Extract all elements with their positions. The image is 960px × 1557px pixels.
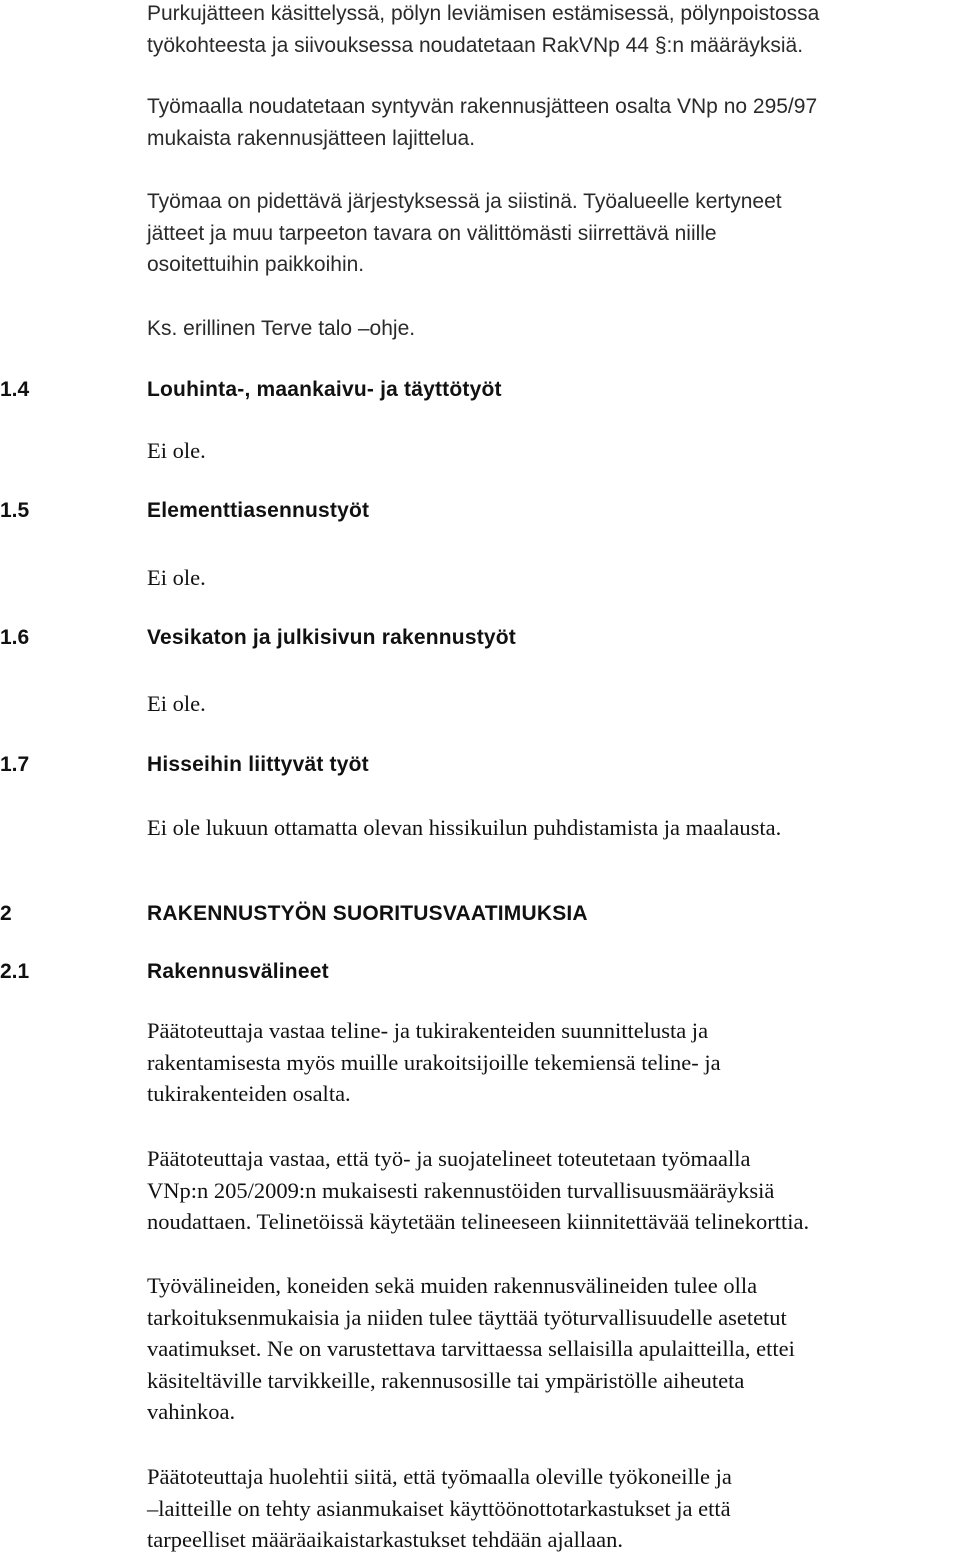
section-number: 1.7 xyxy=(0,753,30,776)
section-title: Elementtiasennustyöt xyxy=(147,499,370,522)
section-body-1-5: Ei ole. xyxy=(147,565,206,590)
section-body-2-1-scaffolding-design: Päätoteuttaja vastaa teline- ja tukirakenteiden suunnittelusta ja rakentamisesta myös muille urakoitsijoille tekemiensä teline- ja tukirakenteiden osalta. xyxy=(147,1018,721,1106)
section-body-1-7: Ei ole lukuun ottamatta olevan hissikuilun puhdistamista ja maalausta. xyxy=(147,815,782,840)
section-body-2-1-equipment-requirements: Työvälineiden, koneiden sekä muiden rakennusvälineiden tulee olla tarkoituksenmukaisia ja niiden tulee täyttää työturvallisuudelle asetetut vaatimukset. Ne on varustettava tarvittaessa sellaisilla apulaitteilla, ettei käsiteltäville tarvikkeille, rakennusosille tai ympäristölle aiheuteta vahinkoa. xyxy=(147,1273,795,1424)
section-body-1-4: Ei ole. xyxy=(147,438,206,463)
section-body-1-6: Ei ole. xyxy=(147,691,206,716)
section-number: 2.1 xyxy=(0,960,30,983)
paragraph-waste-sorting: Työmaalla noudatetaan syntyvän rakennusjätteen osalta VNp no 295/97 mukaista rakennusjätteen lajittelua. xyxy=(147,95,818,150)
chapter-number: 2 xyxy=(0,902,12,925)
paragraph-site-tidiness: Työmaa on pidettävä järjestyksessä ja siistinä. Työalueelle kertyneet jätteet ja muu tarpeeton tavara on välittömästi siirrettävä niille osoitettuihin paikkoihin. xyxy=(147,190,782,276)
section-number: 1.4 xyxy=(0,378,30,401)
section-title: Rakennusvälineet xyxy=(147,960,329,983)
section-body-2-1-equipment-inspections: Päätoteuttaja huolehtii siitä, että työmaalla oleville työkoneille ja –laitteille on tehty asianmukaiset käyttöönottotarkastukset ja että tarpeelliset määräaikaistarkastukset tehdään ajallaan. xyxy=(147,1464,732,1552)
chapter-title: RAKENNUSTYÖN SUORITUSVAATIMUKSIA xyxy=(147,902,588,925)
section-title: Vesikaton ja julkisivun rakennustyöt xyxy=(147,626,516,649)
section-title: Hisseihin liittyvät työt xyxy=(147,753,369,776)
paragraph-terve-talo-reference: Ks. erillinen Terve talo –ohje. xyxy=(147,317,416,340)
section-body-2-1-scaffolding-implementation: Päätoteuttaja vastaa, että työ- ja suojatelineet toteutetaan työmaalla VNp:n 205/2009:n mukaisesti rakennustöiden turvallisuusmääräyksiä noudattaen. Telinetöissä käytetään telineeseen kiinnitettävää telinekorttia. xyxy=(147,1146,810,1234)
section-number: 1.6 xyxy=(0,626,30,649)
paragraph-dust-handling: Purkujätteen käsittelyssä, pölyn leviämisen estämisessä, pölynpoistossa työkohteesta ja siivouksessa noudatetaan RakVNp 44 §:n määräyksiä. xyxy=(147,2,820,57)
section-title: Louhinta-, maankaivu- ja täyttötyöt xyxy=(147,378,502,401)
section-number: 1.5 xyxy=(0,499,30,522)
